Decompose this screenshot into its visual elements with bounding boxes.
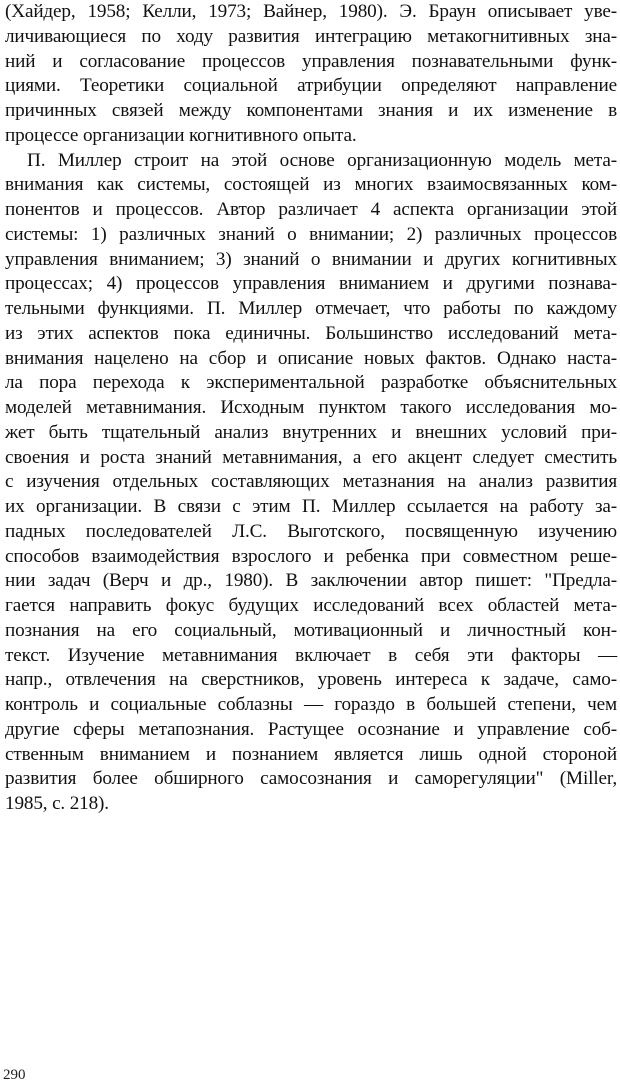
text-line: другие сферы метапознания. Растущее осознание и управление соб- xyxy=(5,718,617,740)
text-line: процессе организации когнитивного опыта. xyxy=(5,124,357,146)
text-line: развития более обширного самосознания и саморегуляции" (Miller, xyxy=(5,768,617,790)
text-line: личивающиеся по ходу развития интеграцию метакогнитивных зна- xyxy=(5,25,617,47)
text-line: гается направить фокус будущих исследований всех областей мета- xyxy=(5,595,617,616)
text-line: из этих аспектов пока единичны. Большинство исследований мета- xyxy=(5,322,617,344)
text-line: понентов и процессов. Автор различает 4 аспекта организации этой xyxy=(5,199,617,220)
text-line: причинных связей между компонентами знания и их изменение в xyxy=(5,100,617,121)
text-line: текст. Изучение метавнимания включает в себя эти факторы — xyxy=(5,644,617,666)
text-line: нии задач (Верч и др., 1980). В заключении автор пишет: "Предла- xyxy=(5,570,617,592)
text-line: познания на его социальный, мотивационный и личностный кон- xyxy=(5,619,617,641)
body-text xyxy=(5,0,617,817)
text-line: (Хайдер, 1958; Келли, 1973; Вайнер, 1980). Э. Браун описывает уве- xyxy=(5,1,617,22)
text-line: внимания как системы, состоящей из многих взаимосвязанных ком- xyxy=(5,174,617,196)
text-line: 1985, с. 218). xyxy=(5,793,109,814)
page-number: 290 xyxy=(3,1067,26,1083)
text-line: напр., отвлечения на сверстников, уровень интереса к задаче, само- xyxy=(5,669,617,691)
text-line: своения и роста знаний метавнимания, а его акцент следует сместить xyxy=(5,446,617,468)
text-line: управления вниманием; 3) знаний о внимании и других когнитивных xyxy=(5,248,617,270)
text-line: системы: 1) различных знаний о внимании; 2) различных процессов xyxy=(5,223,617,245)
text-line: П. Миллер строит на этой основе организационную модель мета- xyxy=(27,149,617,171)
paragraph xyxy=(5,149,617,817)
text-line: моделей метавнимания. Исходным пунктом такого исследования мо- xyxy=(5,397,617,418)
text-line: контроль и социальные соблазны — гораздо в большей степени, чем xyxy=(5,694,617,715)
text-line: ственным вниманием и познанием является лишь одной стороной xyxy=(5,743,617,765)
text-line: циями. Теоретики социальной атрибуции определяют направление xyxy=(5,75,617,97)
text-line: ла пора перехода к экспериментальной разработке объяснительных xyxy=(5,372,617,394)
text-line: ний и согласование процессов управления познавательными функ- xyxy=(5,50,617,72)
text-line: падных последователей Л.С. Выготского, посвященную изучению xyxy=(5,520,617,542)
text-line: тельными функциями. П. Миллер отмечает, что работы по каждому xyxy=(5,298,617,319)
paragraph xyxy=(5,0,617,149)
text-line: способов взаимодействия взрослого и ребенка при совместном реше- xyxy=(5,545,617,567)
text-line: жет быть тщательный анализ внутренних и внешних условий при- xyxy=(5,421,617,443)
text-line: внимания нацелено на сбор и описание новых фактов. Однако наста- xyxy=(5,347,617,369)
text-line: их организации. В связи с этим П. Миллер ссылается на работу за- xyxy=(5,496,617,517)
text-line: с изучения отдельных составляющих метазнания на анализ развития xyxy=(5,471,617,493)
text-line: процессах; 4) процессов управления вниманием и другими познава- xyxy=(5,273,617,295)
